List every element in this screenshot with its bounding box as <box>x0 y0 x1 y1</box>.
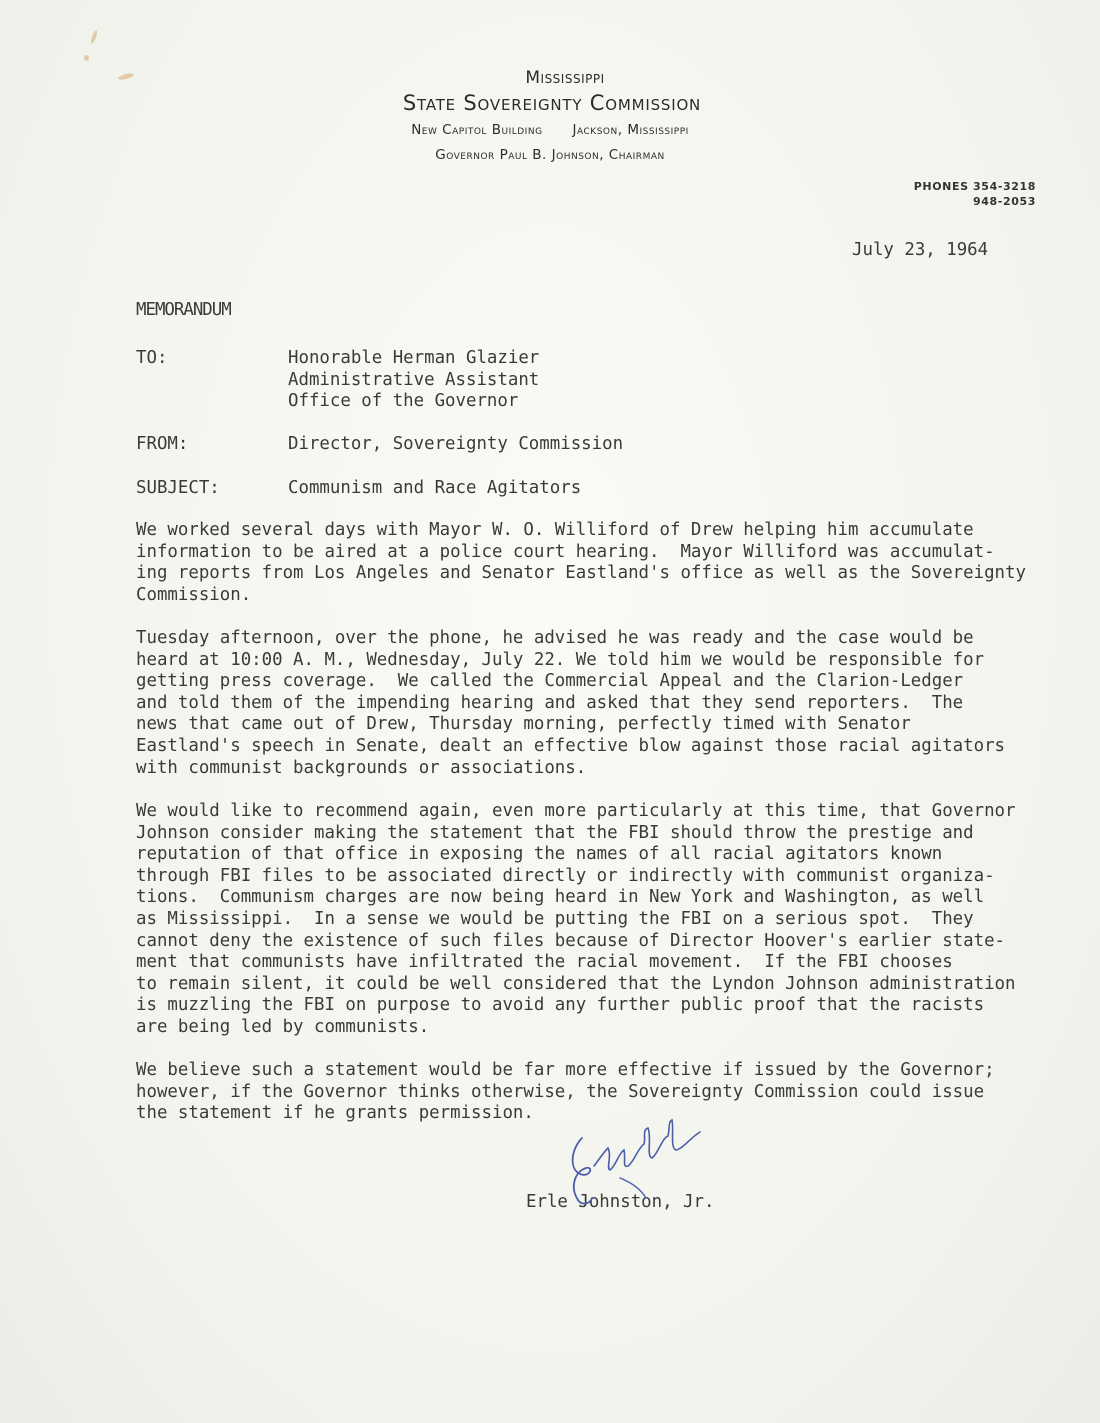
body-line: are being led by communists. <box>136 1016 430 1037</box>
handwritten-signature <box>560 1108 720 1218</box>
signatory-name: Erle Johnston, Jr. <box>526 1192 715 1212</box>
body-line: We would like to recommend again, even more particularly at this time, that Governor <box>136 801 1016 821</box>
body-line: Johnson consider making the statement that the FBI should throw the prestige and <box>136 822 974 843</box>
body-line: however, if the Governor thinks otherwise, the Sovereignty Commission could issue <box>136 1081 985 1102</box>
body-paragraph <box>136 628 1076 779</box>
body-line: and told them of the impending hearing and asked that they send reporters. The <box>136 692 964 713</box>
phone-line-2: 948-2053 <box>973 195 1036 208</box>
body-line: Tuesday afternoon, over the phone, he advised he was ready and the case would be <box>136 628 974 648</box>
to-line: Office of the Governor <box>288 391 519 412</box>
body-line: to remain silent, it could be well considered that the Lyndon Johnson administration <box>136 973 1016 994</box>
letterhead-phones <box>914 179 1036 209</box>
to-recipient <box>288 348 539 413</box>
letterhead-address <box>0 122 1100 138</box>
from-label: FROM: <box>136 434 189 454</box>
body-line: news that came out of Drew, Thursday morning, perfectly timed with Senator <box>136 714 911 735</box>
body-paragraph <box>136 520 1076 606</box>
body-line: is muzzling the FBI on purpose to avoid any further public proof that the racists <box>136 995 985 1016</box>
body-line: through FBI files to be associated directly or indirectly with communist organiza- <box>136 865 995 886</box>
body-line: getting press coverage. We called the Commercial Appeal and the Clarion-Ledger <box>136 671 964 692</box>
letterhead-state: Mississippi <box>525 68 605 88</box>
to-line: Honorable Herman Glazier <box>288 348 540 368</box>
body-line: tions. Communism charges are now being heard in New York and Washington, as well <box>136 887 985 908</box>
to-line: Administrative Assistant <box>288 369 540 390</box>
memo-date: July 23, 1964 <box>852 240 989 260</box>
phone-line-1: PHONES 354-3218 <box>913 180 1036 193</box>
to-label: TO: <box>136 348 168 368</box>
body-line: ing reports from Los Angeles and Senator Eastland's office as well as the Sovereignty <box>136 563 1026 584</box>
body-line: We worked several days with Mayor W. O. Williford of Drew helping him accumulate <box>136 520 974 540</box>
subject-label: SUBJECT: <box>136 478 220 498</box>
letterhead-chairman: Governor Paul B. Johnson, Chairman <box>435 147 665 163</box>
body-paragraph <box>136 801 1076 1039</box>
body-line: heard at 10:00 A. M., Wednesday, July 22. We told him we would be responsible for <box>136 649 985 670</box>
letterhead-building: New Capitol Building <box>411 122 543 138</box>
memo-title: MEMORANDUM <box>136 300 231 320</box>
from-value: Director, Sovereignty Commission <box>288 434 624 454</box>
letterhead-commission: State Sovereignty Commission <box>402 91 702 115</box>
body-line: ment that communists have infiltrated the racial movement. If the FBI chooses <box>136 952 953 973</box>
subject-value: Communism and Race Agitators <box>288 478 582 498</box>
paper-stain <box>90 30 99 45</box>
body-line: Commission. <box>136 584 252 605</box>
letterhead-city: Jackson, Mississippi <box>572 122 689 138</box>
body-line: reputation of that office in exposing the names of all racial agitators known <box>136 844 943 865</box>
body-line: as Mississippi. In a sense we would be putting the FBI on a serious spot. They <box>136 908 974 929</box>
body-line: the statement if he grants permission. <box>136 1103 534 1124</box>
body-line: with communist backgrounds or associations. <box>136 757 587 778</box>
body-line: cannot deny the existence of such files because of Director Hoover's earlier state- <box>136 930 1006 951</box>
body-line: We believe such a statement would be far more effective if issued by the Governor; <box>136 1060 995 1080</box>
body-line: information to be aired at a police court hearing. Mayor Williford was accumulat- <box>136 541 995 562</box>
body-line: Eastland's speech in Senate, dealt an effective blow against those racial agitators <box>136 735 1006 756</box>
paper-stain <box>84 55 89 61</box>
